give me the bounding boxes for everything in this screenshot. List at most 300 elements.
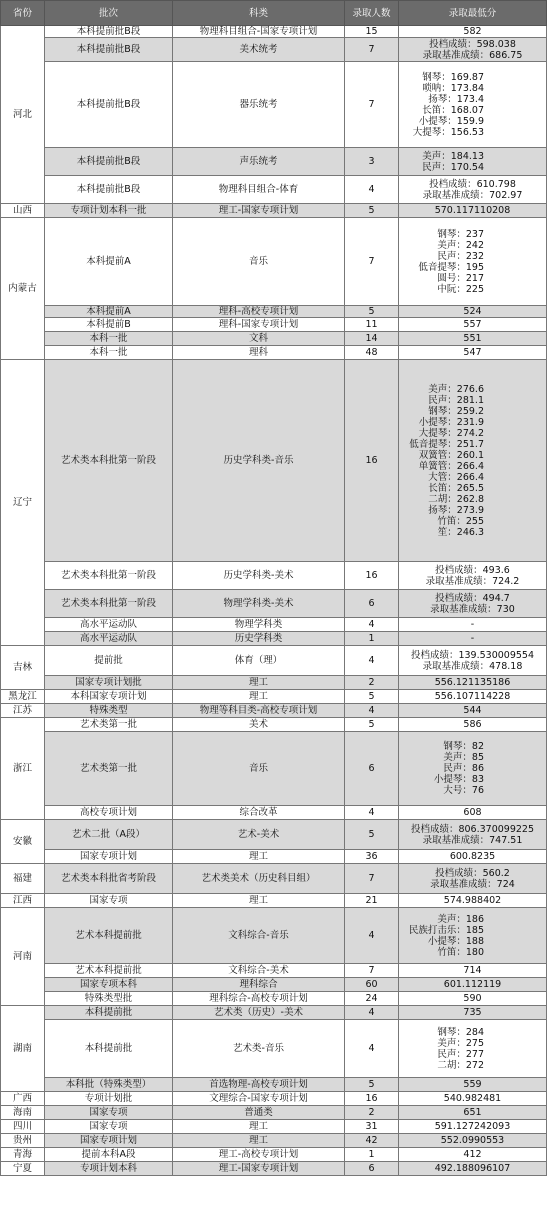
min-score-cell bbox=[399, 1106, 547, 1120]
category-cell: 物理科目组合-国家专项计划 bbox=[173, 26, 345, 38]
table-row bbox=[1, 820, 547, 850]
province-cell: 山西 bbox=[1, 204, 45, 218]
count-cell: 36 bbox=[345, 850, 399, 864]
min-score-cell bbox=[399, 318, 547, 332]
province-cell: 贵州 bbox=[1, 1134, 45, 1148]
score-line: 582 bbox=[463, 26, 482, 37]
score-line: 录取基准成绩：702.97 bbox=[422, 189, 523, 201]
min-score-cell bbox=[399, 1006, 547, 1020]
score-line: 574.988402 bbox=[443, 895, 502, 906]
batch-cell: 国家专项计划 bbox=[45, 1134, 173, 1148]
province-cell: 辽宁 bbox=[1, 360, 45, 646]
province-cell: 黑龙江 bbox=[1, 690, 45, 704]
table-row bbox=[1, 718, 547, 732]
score-line: - bbox=[470, 619, 475, 630]
count-cell: 4 bbox=[345, 1020, 399, 1078]
score-line: 钢琴：169.87 bbox=[422, 71, 484, 83]
score-line: 笙：246.3 bbox=[437, 526, 484, 538]
table-row bbox=[1, 346, 547, 360]
count-cell: 6 bbox=[345, 732, 399, 806]
count-cell: 5 bbox=[345, 820, 399, 850]
province-cell: 海南 bbox=[1, 1106, 45, 1120]
count-cell: 7 bbox=[345, 218, 399, 306]
min-score-cell bbox=[399, 38, 547, 62]
score-line: 圆号：217 bbox=[437, 272, 484, 284]
score-line: 录取基准成绩：686.75 bbox=[422, 49, 523, 61]
min-score-cell bbox=[399, 992, 547, 1006]
category-cell: 理工 bbox=[173, 1134, 345, 1148]
score-line: 600.8235 bbox=[449, 851, 496, 862]
table-row bbox=[1, 218, 547, 306]
header-row bbox=[1, 1, 547, 26]
count-cell: 16 bbox=[345, 562, 399, 590]
table-row bbox=[1, 1092, 547, 1106]
score-line: 735 bbox=[463, 1007, 482, 1018]
min-score-cell bbox=[399, 26, 547, 38]
score-line: 608 bbox=[463, 807, 482, 818]
count-cell: 4 bbox=[345, 704, 399, 718]
score-line: 竹笛：180 bbox=[437, 946, 484, 958]
batch-cell: 高校专项计划 bbox=[45, 806, 173, 820]
province-cell: 河南 bbox=[1, 908, 45, 1006]
min-score-cell bbox=[399, 148, 547, 176]
min-score-cell bbox=[399, 1162, 547, 1176]
score-line: 扬琴：273.9 bbox=[428, 504, 484, 516]
batch-cell: 本科一批 bbox=[45, 332, 173, 346]
min-score-cell bbox=[399, 62, 547, 148]
count-cell: 7 bbox=[345, 38, 399, 62]
count-cell: 16 bbox=[345, 1092, 399, 1106]
score-line: 录取基准成绩：478.18 bbox=[422, 660, 523, 672]
min-score-cell bbox=[399, 964, 547, 978]
category-cell: 艺术类（历史）-美术 bbox=[173, 1006, 345, 1020]
count-cell: 7 bbox=[345, 964, 399, 978]
min-score-cell bbox=[399, 1092, 547, 1106]
min-score-cell bbox=[399, 306, 547, 318]
score-line: 录取基准成绩：724 bbox=[430, 878, 515, 890]
count-cell: 2 bbox=[345, 676, 399, 690]
category-cell: 物理科目组合-体育 bbox=[173, 176, 345, 204]
score-line: 录取基准成绩：730 bbox=[430, 603, 515, 615]
table-row bbox=[1, 1162, 547, 1176]
score-line: 投档成绩：493.6 bbox=[435, 564, 510, 576]
table-row bbox=[1, 360, 547, 562]
batch-cell: 特殊类型批 bbox=[45, 992, 173, 1006]
category-cell: 美术 bbox=[173, 718, 345, 732]
table-row bbox=[1, 676, 547, 690]
count-cell: 2 bbox=[345, 1106, 399, 1120]
table-row bbox=[1, 562, 547, 590]
category-cell: 理科综合-高校专项计划 bbox=[173, 992, 345, 1006]
score-line: 590 bbox=[463, 993, 482, 1004]
score-line: 美声：85 bbox=[443, 752, 484, 763]
batch-cell: 国家专项本科 bbox=[45, 978, 173, 992]
count-cell: 24 bbox=[345, 992, 399, 1006]
batch-cell: 国家专项计划批 bbox=[45, 676, 173, 690]
batch-cell: 提前批 bbox=[45, 646, 173, 676]
count-cell: 5 bbox=[345, 1078, 399, 1092]
count-cell: 4 bbox=[345, 176, 399, 204]
province-cell: 青海 bbox=[1, 1148, 45, 1162]
count-cell: 4 bbox=[345, 646, 399, 676]
batch-cell: 本科提前B bbox=[45, 318, 173, 332]
score-line: 大管：266.4 bbox=[428, 471, 484, 483]
score-line: 录取基准成绩：724.2 bbox=[425, 575, 520, 587]
table-row bbox=[1, 1148, 547, 1162]
batch-cell: 国家专项 bbox=[45, 1120, 173, 1134]
min-score-cell bbox=[399, 806, 547, 820]
province-cell: 内蒙古 bbox=[1, 218, 45, 360]
category-cell: 理科综合 bbox=[173, 978, 345, 992]
score-line: 552.0990553 bbox=[440, 1135, 505, 1146]
min-score-cell bbox=[399, 332, 547, 346]
min-score-cell bbox=[399, 1020, 547, 1078]
category-cell: 文科 bbox=[173, 332, 345, 346]
score-line: 民声：232 bbox=[437, 250, 484, 262]
batch-cell: 专项计划本科 bbox=[45, 1162, 173, 1176]
score-line: 投档成绩：598.038 bbox=[429, 38, 516, 50]
count-cell: 7 bbox=[345, 864, 399, 894]
count-cell: 1 bbox=[345, 1148, 399, 1162]
category-cell: 艺术类美术（历史科目组） bbox=[173, 864, 345, 894]
province-cell: 湖南 bbox=[1, 1006, 45, 1092]
table-row bbox=[1, 1078, 547, 1092]
min-score-cell bbox=[399, 360, 547, 562]
score-line: 长笛：265.5 bbox=[428, 482, 484, 494]
batch-cell: 本科国家专项计划 bbox=[45, 690, 173, 704]
table-row bbox=[1, 806, 547, 820]
score-line: 二胡：262.8 bbox=[428, 493, 484, 505]
batch-cell: 本科提前批B段 bbox=[45, 26, 173, 38]
batch-cell: 本科提前批 bbox=[45, 1020, 173, 1078]
province-cell: 吉林 bbox=[1, 646, 45, 690]
score-line: 投档成绩：139.530009554 bbox=[410, 649, 535, 661]
header-category: 科类 bbox=[173, 1, 345, 26]
count-cell: 6 bbox=[345, 590, 399, 618]
batch-cell: 艺术二批（A段） bbox=[45, 820, 173, 850]
category-cell: 美术统考 bbox=[173, 38, 345, 62]
province-cell: 江西 bbox=[1, 894, 45, 908]
category-cell: 理科-国家专项计划 bbox=[173, 318, 345, 332]
batch-cell: 特殊类型 bbox=[45, 704, 173, 718]
batch-cell: 国家专项 bbox=[45, 894, 173, 908]
category-cell: 历史学科类-音乐 bbox=[173, 360, 345, 562]
count-cell: 5 bbox=[345, 306, 399, 318]
category-cell: 理工-国家专项计划 bbox=[173, 204, 345, 218]
batch-cell: 本科提前批B段 bbox=[45, 62, 173, 148]
score-line: 双簧管：260.1 bbox=[418, 449, 484, 461]
count-cell: 7 bbox=[345, 62, 399, 148]
category-cell: 理工 bbox=[173, 690, 345, 704]
batch-cell: 本科提前批B段 bbox=[45, 176, 173, 204]
table-row bbox=[1, 590, 547, 618]
min-score-cell bbox=[399, 618, 547, 632]
category-cell: 理科 bbox=[173, 346, 345, 360]
score-line: 412 bbox=[463, 1149, 482, 1160]
table-row bbox=[1, 1020, 547, 1078]
count-cell: 21 bbox=[345, 894, 399, 908]
category-cell: 理工 bbox=[173, 894, 345, 908]
count-cell: 60 bbox=[345, 978, 399, 992]
score-line: 低音提琴：251.7 bbox=[409, 438, 484, 450]
score-line: 556.121135186 bbox=[434, 677, 511, 688]
score-line: 二胡：272 bbox=[437, 1059, 484, 1071]
batch-cell: 艺术类第一批 bbox=[45, 732, 173, 806]
score-line: 投档成绩：494.7 bbox=[435, 592, 510, 604]
batch-cell: 本科提前A bbox=[45, 306, 173, 318]
score-line: 投档成绩：806.370099225 bbox=[410, 823, 535, 835]
count-cell: 1 bbox=[345, 632, 399, 646]
score-line: 601.112119 bbox=[443, 979, 502, 990]
score-line: 民声：281.1 bbox=[428, 394, 484, 406]
count-cell: 5 bbox=[345, 718, 399, 732]
batch-cell: 专项计划本科一批 bbox=[45, 204, 173, 218]
score-line: 591.127242093 bbox=[434, 1121, 511, 1132]
table-row bbox=[1, 1106, 547, 1120]
category-cell: 理工 bbox=[173, 850, 345, 864]
score-line: 民声：277 bbox=[437, 1048, 484, 1060]
table-row bbox=[1, 176, 547, 204]
min-score-cell bbox=[399, 218, 547, 306]
category-cell: 音乐 bbox=[173, 732, 345, 806]
min-score-cell bbox=[399, 820, 547, 850]
score-line: 美声：276.6 bbox=[428, 383, 484, 395]
score-line: 651 bbox=[463, 1107, 482, 1118]
batch-cell: 本科提前批 bbox=[45, 1006, 173, 1020]
batch-cell: 艺术类本科批省考阶段 bbox=[45, 864, 173, 894]
min-score-cell bbox=[399, 978, 547, 992]
score-line: 小提琴：188 bbox=[427, 935, 484, 947]
batch-cell: 本科提前批B段 bbox=[45, 148, 173, 176]
table-row bbox=[1, 306, 547, 318]
score-line: 492.188096107 bbox=[434, 1163, 511, 1174]
score-line: 小提琴：231.9 bbox=[418, 416, 484, 428]
batch-cell: 艺术类第一批 bbox=[45, 718, 173, 732]
count-cell: 6 bbox=[345, 1162, 399, 1176]
table-row bbox=[1, 62, 547, 148]
score-line: 美声：186 bbox=[437, 913, 484, 925]
score-line: 美声：242 bbox=[437, 239, 484, 251]
count-cell: 5 bbox=[345, 690, 399, 704]
score-line: 714 bbox=[463, 965, 482, 976]
score-line: 556.107114228 bbox=[434, 691, 511, 702]
score-line: 投档成绩：560.2 bbox=[435, 867, 510, 879]
count-cell: 3 bbox=[345, 148, 399, 176]
count-cell: 31 bbox=[345, 1120, 399, 1134]
score-line: 钢琴：237 bbox=[437, 228, 484, 240]
batch-cell: 本科批（特殊类型） bbox=[45, 1078, 173, 1092]
score-line: 小提琴：83 bbox=[433, 774, 484, 785]
score-line: 美声：275 bbox=[437, 1037, 484, 1049]
table-row bbox=[1, 1134, 547, 1148]
province-cell: 宁夏 bbox=[1, 1162, 45, 1176]
table-row bbox=[1, 908, 547, 964]
score-line: 钢琴：284 bbox=[437, 1026, 484, 1038]
category-cell: 器乐统考 bbox=[173, 62, 345, 148]
score-line: 586 bbox=[463, 719, 482, 730]
score-line: 竹笛：255 bbox=[437, 515, 484, 527]
score-line: 570.117110208 bbox=[434, 205, 511, 216]
category-cell: 声乐统考 bbox=[173, 148, 345, 176]
count-cell: 4 bbox=[345, 618, 399, 632]
batch-cell: 艺术本科提前批 bbox=[45, 964, 173, 978]
score-line: 美声：184.13 bbox=[422, 150, 484, 162]
min-score-cell bbox=[399, 632, 547, 646]
score-line: - bbox=[470, 633, 475, 644]
min-score-cell bbox=[399, 646, 547, 676]
table-row bbox=[1, 646, 547, 676]
min-score-cell bbox=[399, 850, 547, 864]
min-score-cell bbox=[399, 690, 547, 704]
min-score-cell bbox=[399, 1134, 547, 1148]
category-cell: 音乐 bbox=[173, 218, 345, 306]
batch-cell: 本科提前A bbox=[45, 218, 173, 306]
min-score-cell bbox=[399, 1148, 547, 1162]
score-line: 低音提琴：195 bbox=[418, 261, 484, 273]
score-line: 大提琴：156.53 bbox=[412, 126, 484, 138]
count-cell: 4 bbox=[345, 908, 399, 964]
province-cell: 河北 bbox=[1, 26, 45, 204]
category-cell: 历史学科类 bbox=[173, 632, 345, 646]
table-row bbox=[1, 690, 547, 704]
province-cell: 福建 bbox=[1, 864, 45, 894]
batch-cell: 艺术本科提前批 bbox=[45, 908, 173, 964]
category-cell: 文理综合-国家专项计划 bbox=[173, 1092, 345, 1106]
table-row bbox=[1, 964, 547, 978]
batch-cell: 本科提前批B段 bbox=[45, 38, 173, 62]
count-cell: 16 bbox=[345, 360, 399, 562]
table-row bbox=[1, 148, 547, 176]
table-row bbox=[1, 732, 547, 806]
score-line: 大提琴：274.2 bbox=[418, 427, 484, 439]
score-line: 559 bbox=[463, 1079, 482, 1090]
batch-cell: 艺术类本科批第一阶段 bbox=[45, 360, 173, 562]
count-cell: 11 bbox=[345, 318, 399, 332]
table-row bbox=[1, 992, 547, 1006]
score-line: 551 bbox=[463, 333, 482, 344]
min-score-cell bbox=[399, 1078, 547, 1092]
category-cell: 文科综合-美术 bbox=[173, 964, 345, 978]
score-line: 小提琴：159.9 bbox=[418, 115, 484, 127]
category-cell: 艺术类-音乐 bbox=[173, 1020, 345, 1078]
province-cell: 四川 bbox=[1, 1120, 45, 1134]
score-line: 中阮：225 bbox=[437, 283, 484, 295]
header-batch: 批次 bbox=[45, 1, 173, 26]
category-cell: 历史学科类-美术 bbox=[173, 562, 345, 590]
min-score-cell bbox=[399, 894, 547, 908]
header-min-score: 录取最低分 bbox=[399, 1, 547, 26]
score-line: 540.982481 bbox=[443, 1093, 502, 1104]
table-body bbox=[1, 26, 547, 1176]
score-line: 钢琴：259.2 bbox=[428, 405, 484, 417]
min-score-cell bbox=[399, 718, 547, 732]
category-cell: 体育（理） bbox=[173, 646, 345, 676]
province-cell: 浙江 bbox=[1, 718, 45, 820]
category-cell: 物理学科类-美术 bbox=[173, 590, 345, 618]
batch-cell: 本科一批 bbox=[45, 346, 173, 360]
score-line: 民声：170.54 bbox=[422, 161, 484, 173]
category-cell: 文科综合-音乐 bbox=[173, 908, 345, 964]
category-cell: 物理等科目类-高校专项计划 bbox=[173, 704, 345, 718]
table-row bbox=[1, 850, 547, 864]
score-line: 单簧管：266.4 bbox=[418, 460, 484, 472]
min-score-cell bbox=[399, 176, 547, 204]
category-cell: 理工-国家专项计划 bbox=[173, 1162, 345, 1176]
category-cell: 艺术-美术 bbox=[173, 820, 345, 850]
count-cell: 15 bbox=[345, 26, 399, 38]
min-score-cell bbox=[399, 590, 547, 618]
score-line: 大号：76 bbox=[443, 785, 484, 796]
province-cell: 江苏 bbox=[1, 704, 45, 718]
count-cell: 42 bbox=[345, 1134, 399, 1148]
score-line: 唢呐：173.84 bbox=[422, 82, 484, 94]
min-score-cell bbox=[399, 562, 547, 590]
score-line: 扬琴：173.4 bbox=[428, 93, 484, 105]
category-cell: 综合改革 bbox=[173, 806, 345, 820]
min-score-cell bbox=[399, 908, 547, 964]
min-score-cell bbox=[399, 204, 547, 218]
batch-cell: 高水平运动队 bbox=[45, 632, 173, 646]
score-line: 547 bbox=[463, 347, 482, 358]
province-cell: 广西 bbox=[1, 1092, 45, 1106]
table-row bbox=[1, 332, 547, 346]
score-line: 录取基准成绩：747.51 bbox=[422, 834, 523, 846]
count-cell: 5 bbox=[345, 204, 399, 218]
min-score-cell bbox=[399, 346, 547, 360]
score-line: 投档成绩：610.798 bbox=[429, 178, 516, 190]
header-count: 录取人数 bbox=[345, 1, 399, 26]
score-line: 544 bbox=[463, 705, 482, 716]
batch-cell: 高水平运动队 bbox=[45, 618, 173, 632]
province-cell: 安徽 bbox=[1, 820, 45, 864]
table-row bbox=[1, 318, 547, 332]
score-line: 长笛：168.07 bbox=[422, 104, 484, 116]
table-row bbox=[1, 632, 547, 646]
batch-cell: 国家专项 bbox=[45, 1106, 173, 1120]
min-score-cell bbox=[399, 676, 547, 690]
table-row bbox=[1, 978, 547, 992]
header-province: 省份 bbox=[1, 1, 45, 26]
table-row bbox=[1, 618, 547, 632]
batch-cell: 专项计划批 bbox=[45, 1092, 173, 1106]
batch-cell: 国家专项计划 bbox=[45, 850, 173, 864]
score-line: 民声：86 bbox=[443, 763, 484, 774]
table-row bbox=[1, 704, 547, 718]
category-cell: 普通类 bbox=[173, 1106, 345, 1120]
category-cell: 理工 bbox=[173, 676, 345, 690]
min-score-cell bbox=[399, 732, 547, 806]
count-cell: 4 bbox=[345, 806, 399, 820]
batch-cell: 艺术类本科批第一阶段 bbox=[45, 590, 173, 618]
category-cell: 物理学科类 bbox=[173, 618, 345, 632]
score-line: 民族打击乐：185 bbox=[408, 924, 484, 936]
min-score-cell bbox=[399, 704, 547, 718]
category-cell: 首选物理-高校专项计划 bbox=[173, 1078, 345, 1092]
table-row bbox=[1, 26, 547, 38]
table-row bbox=[1, 1120, 547, 1134]
batch-cell: 艺术类本科批第一阶段 bbox=[45, 562, 173, 590]
category-cell: 理科-高校专项计划 bbox=[173, 306, 345, 318]
category-cell: 理工-高校专项计划 bbox=[173, 1148, 345, 1162]
min-score-cell bbox=[399, 1120, 547, 1134]
category-cell: 理工 bbox=[173, 1120, 345, 1134]
table-row bbox=[1, 204, 547, 218]
score-line: 524 bbox=[463, 306, 482, 317]
min-score-cell bbox=[399, 864, 547, 894]
batch-cell: 提前本科A段 bbox=[45, 1148, 173, 1162]
score-line: 钢琴：82 bbox=[443, 741, 484, 752]
count-cell: 48 bbox=[345, 346, 399, 360]
